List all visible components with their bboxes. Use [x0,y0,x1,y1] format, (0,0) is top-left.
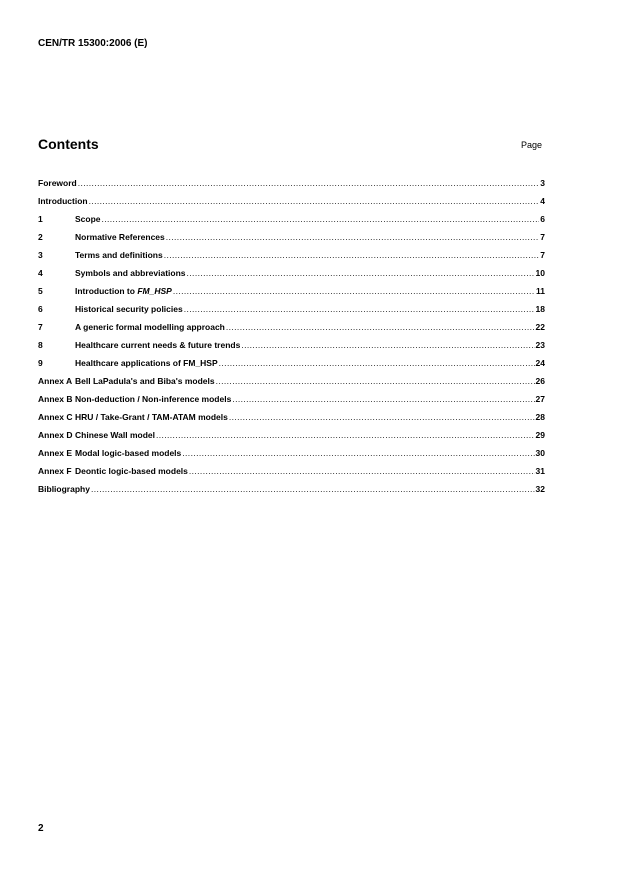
toc-entry-number: 2 [38,232,43,242]
toc-entry[interactable] [38,264,545,282]
toc-entry-number: Annex D [38,430,73,440]
toc-entry-number: 1 [38,214,43,224]
toc-entry-page: 29 [535,430,545,440]
toc-entry-number: 4 [38,268,43,278]
toc-entry[interactable] [38,228,545,246]
toc-dot-leader [102,210,540,228]
toc-entry[interactable] [38,210,545,228]
toc-entry-page: 7 [540,232,545,242]
toc-entry-page: 18 [535,304,545,314]
toc-entry[interactable] [38,246,545,264]
toc-entry-title [75,228,165,246]
toc-entry-title [75,426,155,444]
toc-entry-page: 24 [535,358,545,368]
toc-entry-page: 11 [536,286,545,296]
toc-entry-title-text: HRU / Take-Grant / TAM-ATAM models [75,412,228,422]
toc-entry[interactable] [38,174,545,192]
toc-entry-number: 7 [38,322,43,332]
toc-entry-title [75,462,188,480]
contents-heading: Contents [38,136,99,152]
document-identifier: CEN/TR 15300:2006 (E) [38,38,148,49]
toc-entry-page: 3 [540,178,545,188]
toc-entry[interactable] [38,336,545,354]
toc-entry-title [75,354,218,372]
toc-entry-page: 22 [535,322,545,332]
toc-entry[interactable] [38,372,545,390]
toc-entry[interactable] [38,480,545,498]
toc-dot-leader [226,318,535,336]
toc-entry-page: 31 [535,466,545,476]
toc-entry[interactable] [38,408,545,426]
toc-entry-page: 4 [540,196,545,206]
toc-entry-page: 10 [535,268,545,278]
toc-entry-title-text: Deontic logic-based models [75,466,188,476]
toc-dot-leader [156,426,535,444]
toc-entry-title-text: Non-deduction / Non-inference models [75,394,232,404]
toc-dot-leader [241,336,534,354]
toc-entry-title-text: Foreword [38,178,77,188]
toc-entry[interactable] [38,426,545,444]
toc-entry-title [75,390,231,408]
toc-entry-page: 27 [535,394,545,404]
toc-entry-title-text: A generic formal modelling approach [75,322,225,332]
toc-entry[interactable] [38,354,545,372]
toc-dot-leader [182,444,534,462]
toc-entry-title-text: Introduction [38,196,88,206]
toc-entry-title-text: Symbols and abbreviations [75,268,186,278]
toc-entry-number: 5 [38,286,43,296]
toc-dot-leader [189,462,535,480]
toc-entry-page: 7 [540,250,545,260]
page-column-label: Page [521,140,543,150]
toc-entry-title-text: Chinese Wall model [75,430,155,440]
toc-entry-title-text: Terms and definitions [75,250,163,260]
toc-entry-number: 3 [38,250,43,260]
toc-entry-title [38,480,90,498]
toc-entry-number: Annex B [38,394,73,404]
toc-entry-page: 23 [535,340,545,350]
toc-dot-leader [91,480,535,498]
toc-dot-leader [166,228,540,246]
toc-dot-leader [173,282,535,300]
toc-entry-title-emphasis: FM_HSP [137,286,172,296]
toc-entry-title [75,336,240,354]
table-of-contents [38,174,545,498]
toc-entry[interactable] [38,462,545,480]
toc-entry-title-text: Modal logic-based models [75,448,182,458]
toc-entry-title-text: Normative References [75,232,165,242]
toc-entry-page: 26 [535,376,545,386]
toc-dot-leader [232,390,534,408]
toc-entry-title [75,210,101,228]
toc-entry-page: 28 [535,412,545,422]
toc-entry-title [75,444,181,462]
toc-entry-number: Annex C [38,412,73,422]
page-number: 2 [38,823,44,834]
toc-entry-title-text: Introduction to [75,286,138,296]
toc-dot-leader [89,192,540,210]
toc-dot-leader [78,174,540,192]
toc-entry-title-text: Scope [75,214,101,224]
toc-entry[interactable] [38,444,545,462]
toc-entry-title [38,174,77,192]
toc-entry-title [75,246,163,264]
toc-entry-page: 32 [535,484,545,494]
toc-dot-leader [184,300,535,318]
toc-entry-title [75,264,186,282]
toc-entry-title-text: Historical security policies [75,304,183,314]
toc-entry[interactable] [38,192,545,210]
toc-entry-title [75,408,228,426]
toc-dot-leader [219,354,535,372]
toc-entry-number: 6 [38,304,43,314]
toc-entry-number: 8 [38,340,43,350]
toc-entry-title-text: Healthcare applications of FM_HSP [75,358,218,368]
toc-entry[interactable] [38,318,545,336]
toc-entry-number: Annex F [38,466,72,476]
toc-entry-title [75,318,225,336]
toc-dot-leader [187,264,535,282]
toc-entry-title-text: Healthcare current needs & future trends [75,340,241,350]
toc-entry-page: 6 [540,214,545,224]
toc-entry-number: Annex A [38,376,73,386]
toc-dot-leader [164,246,540,264]
toc-entry-title-text: Bibliography [38,484,90,494]
toc-entry-number: 9 [38,358,43,368]
toc-entry[interactable] [38,300,545,318]
toc-entry-title [75,282,172,300]
toc-entry-title [75,300,183,318]
toc-entry-number: Annex E [38,448,73,458]
toc-dot-leader [216,372,535,390]
toc-entry-title [75,372,215,390]
toc-dot-leader [229,408,535,426]
toc-entry[interactable] [38,282,545,300]
toc-entry-title-text: Bell LaPadula's and Biba's models [75,376,215,386]
toc-entry-title [38,192,88,210]
toc-entry-page: 30 [535,448,545,458]
toc-entry[interactable] [38,390,545,408]
